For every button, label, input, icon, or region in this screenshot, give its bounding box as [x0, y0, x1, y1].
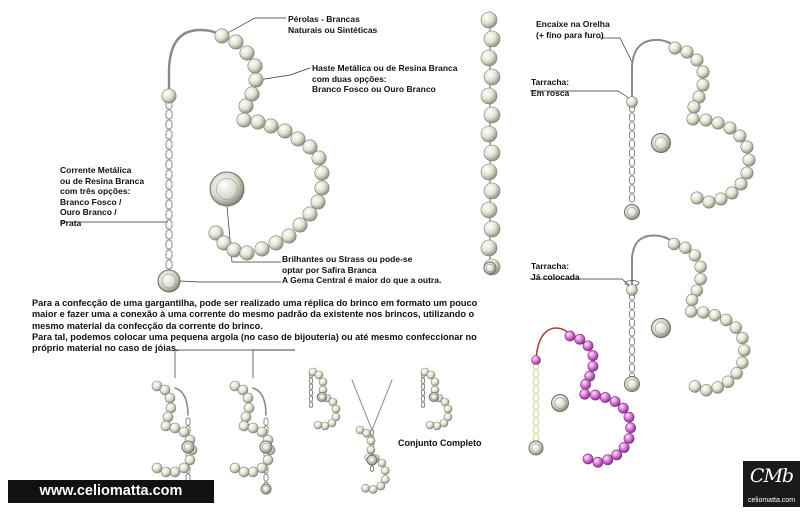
pearl-bead	[619, 442, 629, 452]
pearl-bead	[163, 412, 173, 422]
pearl-bead	[612, 450, 622, 460]
pearl-bead	[603, 455, 613, 465]
gem-stone	[625, 205, 640, 220]
label-line: Branco Fosco /	[60, 196, 122, 207]
chain-link	[166, 140, 172, 149]
chain-link	[310, 396, 313, 401]
pearl-bead	[624, 412, 634, 422]
pearl-bead	[152, 463, 162, 473]
chain-link	[264, 474, 268, 481]
chain-link	[630, 328, 635, 336]
chain-link	[630, 167, 635, 175]
chain-link	[630, 310, 635, 318]
pearl-bead	[695, 273, 707, 285]
pearl-bead	[700, 384, 712, 396]
pearl-bead	[715, 193, 727, 205]
pearl-bead	[315, 371, 323, 379]
pearl-bead	[741, 167, 753, 179]
pearl-bead	[720, 314, 732, 326]
pearl-bead	[239, 467, 249, 477]
pearl-bead	[431, 378, 439, 386]
pearl-bead	[363, 429, 371, 437]
pearl-bead	[165, 393, 175, 403]
chains	[166, 100, 635, 489]
pearl-bead	[709, 309, 721, 321]
pearl-bead	[691, 192, 703, 204]
chain-link	[534, 418, 539, 425]
chain-link	[166, 230, 172, 239]
label-line: Tarracha:	[531, 77, 570, 87]
chain-link	[534, 394, 539, 401]
label-tarracha-rosca	[531, 77, 569, 98]
chain-link	[166, 260, 172, 269]
metal-rod	[352, 380, 392, 430]
description-paragraph	[32, 298, 502, 354]
pearl-bead	[698, 307, 710, 319]
label-line: Já colocada	[531, 271, 580, 282]
gem-stone	[210, 172, 244, 206]
metal-rod	[632, 40, 675, 100]
label-line: Tarracha:	[531, 261, 570, 271]
pearl-bead	[481, 12, 497, 28]
pearl-bead	[737, 332, 749, 344]
chain-link	[422, 402, 425, 407]
pearl-bead	[735, 178, 747, 190]
gem-stone	[367, 455, 377, 465]
pearl-bead	[245, 87, 259, 101]
chain-link	[422, 378, 425, 383]
chain-link	[630, 337, 635, 345]
chain-link	[310, 390, 313, 395]
chain-link	[630, 355, 635, 363]
pearl-bead	[588, 361, 598, 371]
pearl-bead	[332, 405, 340, 413]
pearl-bead	[741, 141, 753, 153]
pearl-bead	[686, 294, 698, 306]
pearl-bead	[319, 378, 327, 386]
pearl-bead	[484, 69, 500, 85]
gem-stone	[652, 134, 671, 153]
label-haste	[312, 63, 458, 95]
pearl-bead	[433, 422, 441, 430]
leader-line	[180, 281, 281, 282]
pearl-bead	[681, 46, 693, 58]
metal-rod	[536, 328, 570, 360]
pearl-bead	[243, 393, 253, 403]
gem-stone	[261, 484, 271, 494]
pearl-bead	[624, 433, 634, 443]
chain-link	[534, 378, 539, 385]
pearl-bead	[481, 50, 497, 66]
website-banner[interactable]: www.celiomatta.com	[8, 480, 214, 503]
pearl-bead	[590, 390, 600, 400]
chain-link	[630, 131, 635, 139]
paragraph-line-2: Para tal, podemos colocar uma pequena argola (no caso de bijouteria) ou até mesmo confeccionar no próprio material no caso de jóias.	[32, 331, 477, 354]
chain-link	[310, 402, 313, 407]
pearl-bead	[695, 261, 707, 273]
pearl-bead	[627, 97, 638, 108]
pearl-bead	[362, 484, 370, 492]
pearl-bead	[426, 421, 434, 429]
label-line: Prata	[60, 217, 82, 228]
gem-stone	[260, 441, 272, 453]
pearl-bead	[627, 285, 638, 296]
chain-link	[264, 418, 268, 425]
pearl-bead	[722, 376, 734, 388]
pearl-bead	[618, 403, 628, 413]
chain-link	[630, 364, 635, 372]
metal-rod	[169, 30, 222, 96]
pearl-bead	[291, 132, 305, 146]
chain-link	[630, 194, 635, 202]
pearl-bead	[369, 485, 377, 493]
label-line: Pérolas - Brancas	[288, 14, 360, 24]
label-encaixe	[536, 19, 610, 40]
chain-link	[310, 384, 313, 389]
label-line: A Gema Central é maior do que a outra.	[282, 275, 442, 285]
chain-link	[630, 185, 635, 193]
pearl-bead	[697, 79, 709, 91]
pearl-bead	[481, 88, 497, 104]
chain-link	[630, 113, 635, 121]
pearl-bead	[230, 463, 240, 473]
chain-link	[166, 200, 172, 209]
chain-link	[630, 346, 635, 354]
chain-link	[166, 130, 172, 139]
pearl-bead	[668, 238, 680, 250]
label-line: Haste Metálica ou de Resina Branca	[312, 63, 458, 73]
chain-link	[630, 122, 635, 130]
pearl-bead	[712, 382, 724, 394]
pearl-bead	[229, 35, 243, 49]
label-line: Naturais ou Sintéticas	[288, 24, 378, 35]
pearl-bead	[170, 423, 180, 433]
chain-link	[534, 402, 539, 409]
pearl-bead	[240, 246, 254, 260]
pearl-bead	[481, 240, 497, 256]
pearl-bead	[166, 403, 176, 413]
pearl-bead	[737, 357, 749, 369]
pearl-bead	[269, 236, 283, 250]
gem-stone	[625, 377, 640, 392]
pearl-bead	[170, 467, 180, 477]
label-perolas	[288, 14, 377, 35]
pearl-bead	[227, 243, 241, 257]
pearl-bead	[700, 114, 712, 126]
label-brilhantes	[282, 254, 441, 286]
pearl-bead	[484, 221, 500, 237]
pearl-bead	[241, 412, 251, 422]
chain-link	[371, 466, 374, 471]
label-line: (+ fino para furo)	[536, 29, 604, 40]
pearl-bead	[687, 113, 699, 125]
label-line: optar por Safira Branca	[282, 264, 377, 275]
pearl-bead	[377, 482, 385, 490]
pearl-bead	[248, 59, 262, 73]
chain-link	[630, 301, 635, 309]
pearl-bead	[311, 195, 325, 209]
gem-stone	[158, 270, 180, 292]
pearl-bead	[314, 421, 322, 429]
chain-link	[422, 384, 425, 389]
pearl-bead	[532, 356, 541, 365]
gem-stone	[430, 393, 439, 402]
pearl-bead	[251, 115, 265, 129]
pearl-bead	[240, 46, 254, 60]
pearl-bead	[565, 331, 575, 341]
pearl-bead	[278, 124, 292, 138]
chain-link	[186, 418, 190, 425]
chain-link	[630, 140, 635, 148]
label-tarracha-colocada	[531, 261, 580, 282]
chain-link	[310, 378, 313, 383]
pearl-bead	[669, 42, 681, 54]
logo-mark: CMb	[749, 465, 794, 487]
pearl-bead	[381, 467, 389, 475]
label-line: Ouro Branco /	[60, 207, 117, 217]
chain-link	[630, 158, 635, 166]
chain-link	[166, 120, 172, 129]
chain-link	[534, 386, 539, 393]
chain-link	[166, 110, 172, 119]
pearl-bead	[481, 164, 497, 180]
pearl-bead	[689, 250, 701, 262]
pearl-bead	[367, 437, 375, 445]
pearl-bead	[179, 463, 189, 473]
gem-stone	[318, 393, 327, 402]
leader-line	[600, 38, 632, 62]
pearl-bead	[688, 101, 700, 113]
pearl-bead	[162, 89, 176, 103]
chain-link	[630, 319, 635, 327]
pearl-bead	[161, 467, 171, 477]
gem-stone	[182, 441, 194, 453]
pearl-bead	[367, 446, 375, 454]
pearl-bead	[248, 423, 258, 433]
pearl-bead	[697, 66, 709, 78]
pearl-bead	[484, 183, 500, 199]
chain-link	[422, 396, 425, 401]
chain-link	[166, 150, 172, 159]
pearl-bead	[255, 242, 269, 256]
pearl-bead	[249, 73, 263, 87]
pearl-bead	[593, 457, 603, 467]
chain-link	[166, 160, 172, 169]
pearl-bead	[626, 423, 636, 433]
chain-link	[534, 410, 539, 417]
pearl-bead	[738, 345, 750, 357]
label-line: Em rosca	[531, 87, 570, 98]
pearl-bead	[726, 187, 738, 199]
chain-link	[534, 434, 539, 441]
pearl-bead	[484, 107, 500, 123]
label-line: Encaixe na Orelha	[536, 19, 610, 29]
pearl-bead	[734, 130, 746, 142]
pearl-bead	[730, 322, 742, 334]
pearl-bead	[484, 145, 500, 161]
label-line: Brilhantes ou Strass ou pode-se	[282, 254, 413, 264]
pearl-bead	[689, 381, 701, 393]
label-conjunto: Conjunto Completo	[398, 438, 482, 448]
chain-link	[166, 170, 172, 179]
chain-link	[166, 220, 172, 229]
gem-stone	[652, 319, 671, 338]
pearl-bead	[580, 389, 590, 399]
pearl-bead	[378, 459, 386, 467]
pearl-bead	[257, 463, 267, 473]
pearl-bead	[239, 421, 249, 431]
pearl-bead	[303, 140, 317, 154]
pearl-bead	[575, 334, 585, 344]
pearl-bead	[161, 421, 171, 431]
label-line: Branco Fosco ou Ouro Branco	[312, 84, 436, 94]
label-line: com três opções:	[60, 186, 131, 196]
pearl-bead	[444, 405, 452, 413]
chain-link	[166, 180, 172, 189]
pearl-bead	[685, 306, 697, 318]
pearl-bead	[583, 454, 593, 464]
pearl-bead	[600, 392, 610, 402]
pearl-bead	[610, 397, 620, 407]
chain-link	[534, 370, 539, 377]
pearl-bead	[481, 126, 497, 142]
pearl-bead	[427, 371, 435, 379]
pearl-bead	[237, 113, 251, 127]
pearl-bead	[680, 242, 692, 254]
pearl-bead	[691, 54, 703, 66]
paragraph-line-1: Para a confecção de uma gargantilha, pode ser realizado uma réplica do brinco em formato um pouco maior e fazer uma a conexão à uma corrente do mesmo padrão da existente nos brincos, utilizando o mesmo material da confecção da corrente do brinco.	[32, 298, 478, 331]
chain-link	[166, 210, 172, 219]
leader-line	[258, 68, 310, 80]
chain-link	[422, 390, 425, 395]
chain-link	[630, 176, 635, 184]
metal-rod	[253, 388, 266, 415]
pearl-bead	[293, 218, 307, 232]
pearl-bead	[321, 422, 329, 430]
pearl-bead	[244, 403, 254, 413]
brand-logo	[743, 461, 800, 507]
gem-stone	[529, 441, 543, 455]
gem-stone	[484, 262, 496, 274]
chain-link	[166, 240, 172, 249]
pearl-bead	[703, 196, 715, 208]
pearl-bead	[731, 367, 743, 379]
pearl-bead	[315, 181, 329, 195]
label-line: ou de Resina Branca	[60, 175, 145, 186]
gem-stone	[552, 395, 569, 412]
pearl-bead	[315, 166, 329, 180]
pearl-bead	[724, 122, 736, 134]
chain-link	[166, 250, 172, 259]
pearl-bead	[282, 229, 296, 243]
pearl-bead	[481, 202, 497, 218]
pearl-bead	[580, 379, 590, 389]
pearl-bead	[712, 117, 724, 129]
pearl-bead	[264, 119, 278, 133]
label-line: Corrente Metálica	[60, 165, 132, 175]
label-corrente	[60, 165, 144, 228]
metal-rod	[175, 388, 188, 415]
pearl-bead	[215, 29, 229, 43]
chain-link	[630, 149, 635, 157]
pearl-bead	[303, 207, 317, 221]
pearl-bead	[248, 467, 258, 477]
pearl-bead	[588, 351, 598, 361]
pearl-bead	[583, 341, 593, 351]
leader-line	[222, 18, 286, 36]
chain-link	[166, 190, 172, 199]
label-line: com duas opções:	[312, 73, 387, 84]
logo-text: celiomatta.com	[747, 497, 796, 504]
chain-link	[534, 426, 539, 433]
pearl-bead	[743, 154, 755, 166]
pearl-bead	[484, 31, 500, 47]
